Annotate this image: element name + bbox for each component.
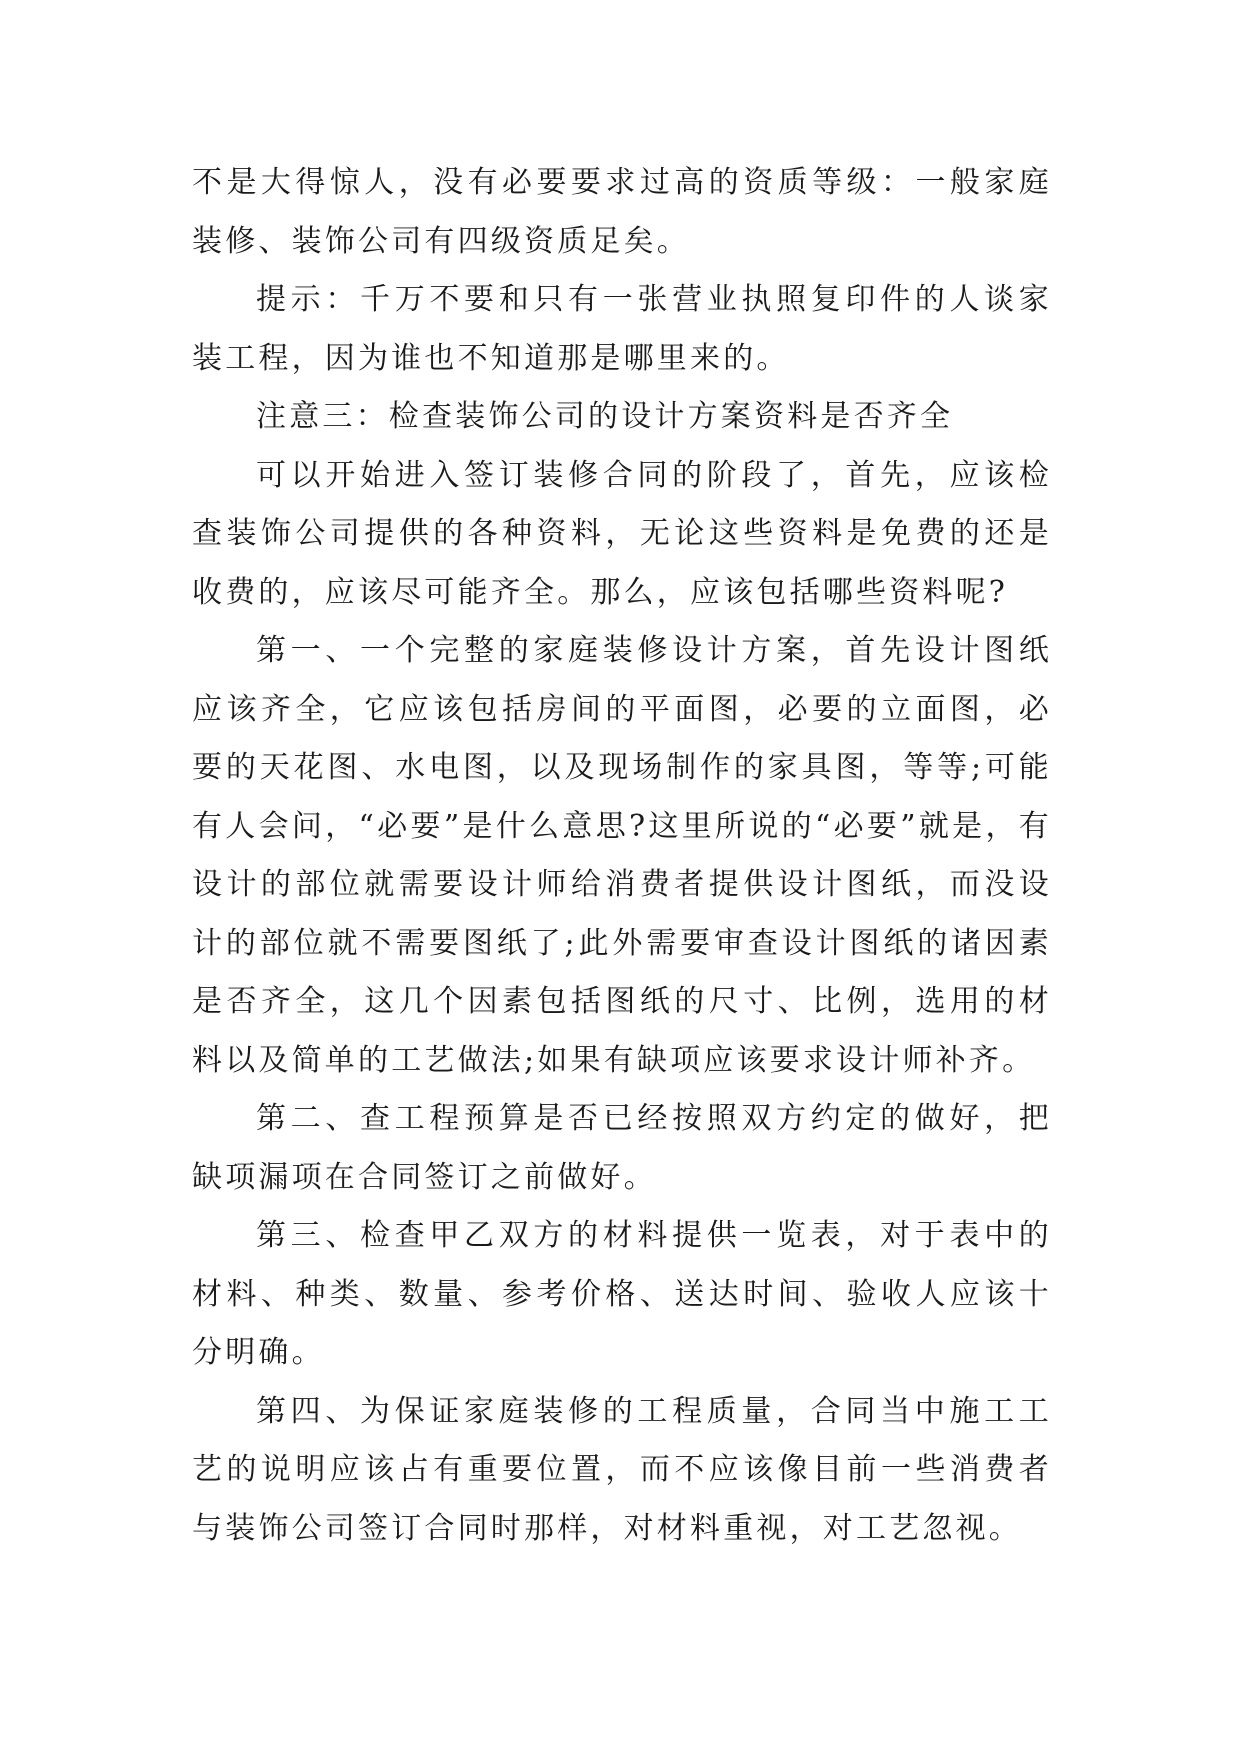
paragraph-third: 第三、检查甲乙双方的材料提供一览表，对于表中的材料、种类、数量、参考价格、送达时间、验收人应该十分明确。 — [192, 1218, 1052, 1370]
paragraph-fourth: 第四、为保证家庭装修的工程质量，合同当中施工工艺的说明应该占有重要位置，而不应该像目前一些消费者与装饰公司签订合同时那样，对材料重视，对工艺忽视。 — [192, 1393, 1052, 1546]
paragraph-continuation: 不是大得惊人，没有必要要求过高的资质等级：一般家庭装修、装饰公司有四级资质足矣。 — [192, 165, 1052, 259]
paragraph-first: 第一、一个完整的家庭装修设计方案，首先设计图纸应该齐全，它应该包括房间的平面图，必要的立面图，必要的天花图、水电图，以及现场制作的家具图，等等;可能有人会问，“必要”是什么意思?这里所说的“必要”就是，有设计的部位就需要设计师给消费者提供设计图纸，而没设计的部位就不需要图纸了;此外需要审查设计图纸的诸因素是否齐全，这几个因素包括图纸的尺寸、比例，选用的材料以及简单的工艺做法;如果有缺项应该要求设计师补齐。 — [192, 633, 1052, 1078]
paragraph-heading-note-three: 注意三：检查装饰公司的设计方案资料是否齐全 — [256, 399, 954, 434]
body-text — [192, 154, 1052, 1558]
paragraph-second: 第二、查工程预算是否已经按照双方约定的做好，把缺项漏项在合同签订之前做好。 — [192, 1101, 1052, 1195]
paragraph-tip: 提示：千万不要和只有一张营业执照复印件的人谈家装工程，因为谁也不知道那是哪里来的。 — [192, 282, 1052, 376]
paragraph-contract-stage: 可以开始进入签订装修合同的阶段了，首先，应该检查装饰公司提供的各种资料，无论这些资料是免费的还是收费的，应该尽可能齐全。那么，应该包括哪些资料呢? — [192, 457, 1052, 610]
